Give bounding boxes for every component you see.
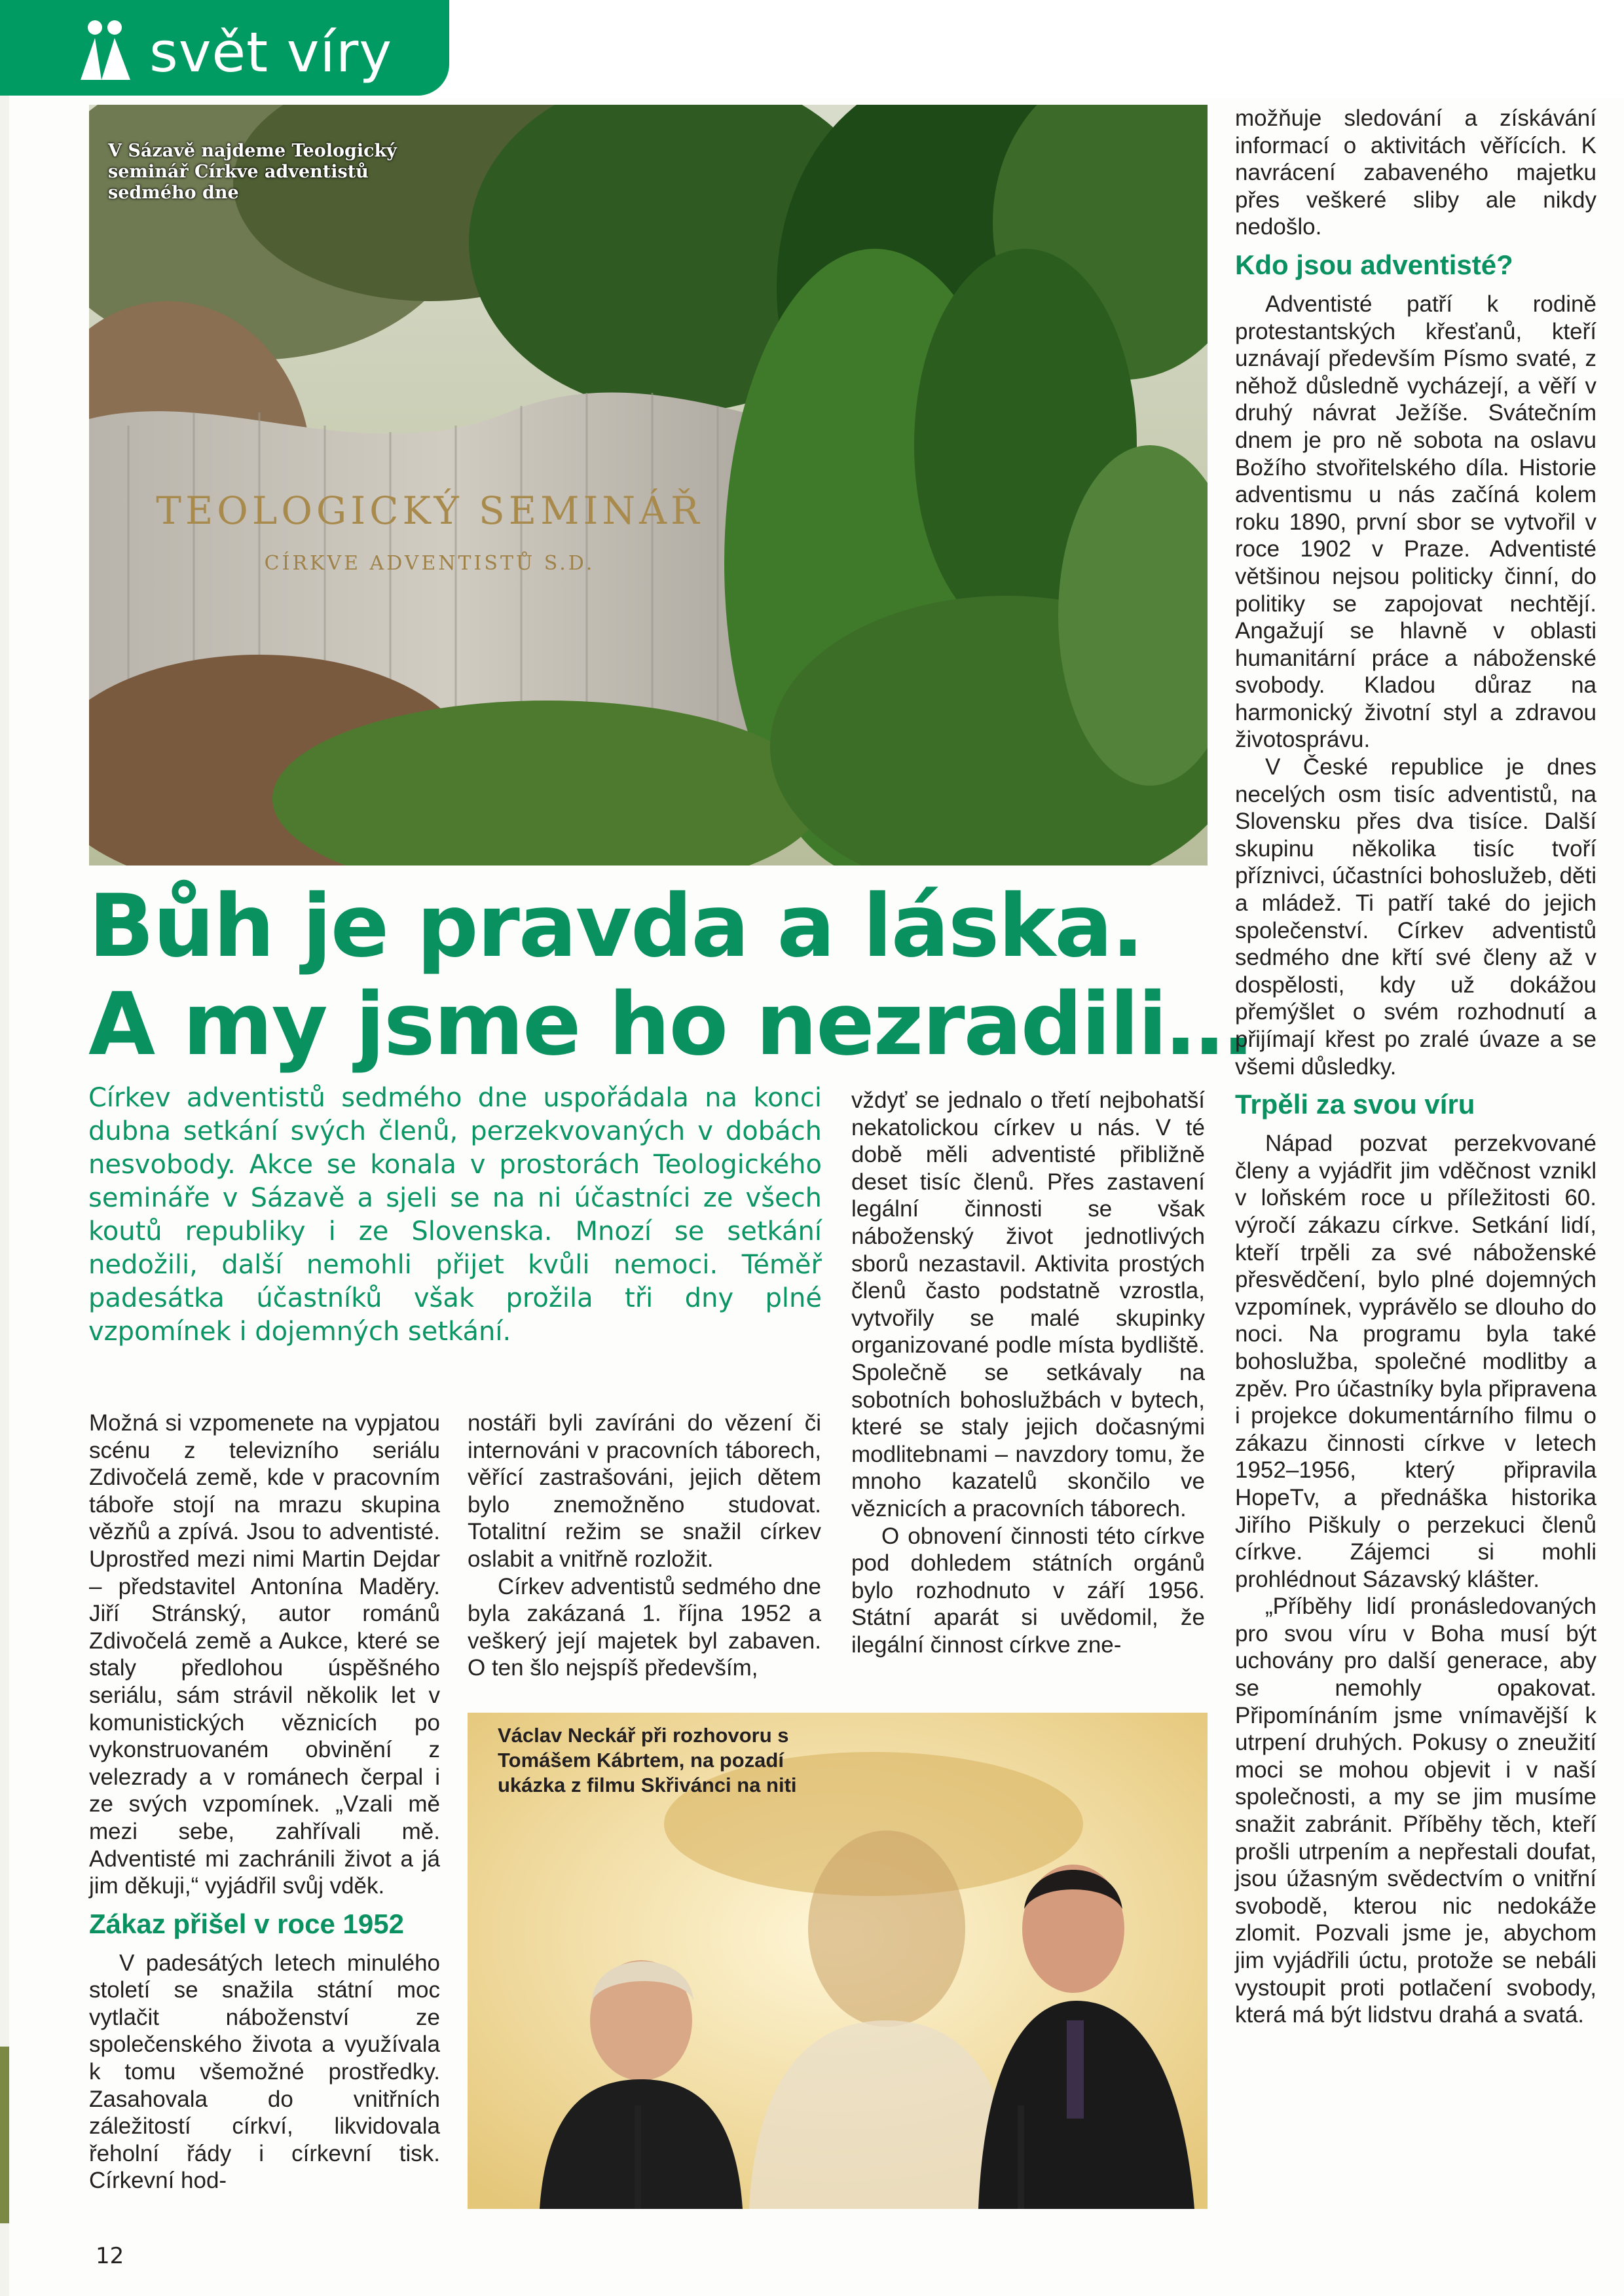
subheading: Trpěli za svou víru	[1235, 1089, 1475, 1120]
photo-caption-top: V Sázavě najdeme Teologický seminář Církve adventistů sedmého dne	[108, 141, 397, 203]
section-tab	[0, 0, 449, 96]
page-number: 12	[96, 2243, 124, 2269]
article-lead: Církev adventistů sedmého dne uspořádala na konci dubna setkání svých členů, perzekvovaných v dobách nesvobody. Akce se konala v prostorách Teologického semináře v Sázavě a sjeli se na ni účastníci ze všech koutů republiky i ze Slovenska. Mnozí se setkání nedožili, další nemohli přijet kvůli nemoci. Téměř padesátka účastníků však prožila tři dny plné vzpomínek i dojemných setkání.	[88, 1083, 822, 1347]
paragraph: možňuje sledování a získávání informací o aktivitách věřících. K navrácení zabaveného majetku přes veškeré sliby ale nikdy nedošlo.	[1235, 105, 1596, 240]
paragraph: Církev adventistů sedmého dne byla zakázaná 1. října 1952 a veškerý její majetek byl zabaven. O ten šlo nejspíš především,	[468, 1573, 821, 1681]
sign-line1: TEOLOGICKÝ SEMINÁŘ	[156, 488, 703, 533]
paragraph: Nápad pozvat perzekvované členy a vyjádřit jim vděčnost vznikl v loňském roce u příležitosti 60. výročí zákazu církve. Setkání lidí, kteří trpěli za své náboženské přesvědčení, bylo plné dojemných vzpomínek, vyprávělo se dlouho do noci. Na programu byla také bohoslužba, společné modlitby a zpěv. Pro účastníky byla připravena i projekce dokumentárního filmu o zákazu činnosti církve v letech 1952–1956, který připravila HopeTv, a přednáška historika Jiřího Piškuly o perzekuci členů církve. Zájemci si mohli prohlédnout Sázavský klášter.	[1235, 1131, 1596, 1592]
paragraph: vždyť se jednalo o třetí nejbohatší nekatolickou církev u nás. V té době měli adventisté přibližně deset tisíc členů. Přes zastavení legální činnosti se však náboženský život jednotlivých sborů nezastavil. Aktivita prostých členů často podstatně vzrostla, vytvořily se malé skupinky organizované podle místa bydliště. Společně se setkávaly na sobotních bohoslužbách v bytech, které se staly jejich dočasnými modlitebnami – navzdory tomu, že mnoho kazatelů skončilo ve věznicích a pracovních táborech.	[851, 1087, 1205, 1522]
paragraph: O obnovení činnosti této církve pod dohledem státních orgánů bylo rozhodnuto v září 1956. Státní aparát si uvědomil, že ilegální činnost církve zne-	[851, 1523, 1205, 1658]
header-strip	[0, 0, 1624, 98]
headline-line1: Bůh je pravda a láska.	[88, 876, 1143, 977]
article-headline	[88, 876, 1251, 1075]
paragraph: V České republice je dnes necelých osm tisíc adventistů, na Slovensku přes dva tisíce. Další skupinu několika tisíc tvoří příznivci, účastníci bohoslužeb, děti a mládež. Ti patří také do jejich společenství. Církev adventistů sedmého dne křtí své členy až v dospělosti, kdy už dokážou přemýšlet o svém rozhodnutí a přijímají křest po zralé úvaze a se všemi důsledky.	[1235, 754, 1596, 1080]
column-b	[468, 1410, 821, 1682]
photo-caption-bottom: Václav Neckář při rozhovoru s Tomášem Kábrtem, na pozadí ukázka z filmu Skřivánci na niti	[498, 1724, 797, 1796]
paragraph: „Příběhy lidí pronásledovaných pro svou víru v Boha musí být uchovány pro další generace, aby se nemohly opakovat. Připomínáním jsme vnímavější k utrpení druhých. Pokusy o zneužití moci se mohou objevit i v naší společnosti, a my se jim musíme snažit zabránit. Příběhy těch, kteří prošli utrpením a nepřestali doufat, jsou úžasným svědectvím o vnitřní svobodě, kterou nic nedokáže zlomit. Pozvali jsme je, abychom jim vyjádřili úctu, protože se nebáli vystoupit proti potlačení svobody, která má být lidstvu drahá a svatá.	[1235, 1594, 1596, 2028]
paragraph: Adventisté patří k rodině protestantských křesťanů, kteří uznávají především Písmo svaté, z něhož důsledně vycházejí, a věří v druhý návrat Ježíše. Svátečním dnem je pro ně sobota na oslavu Božího stvořitelského díla. Historie adventismu u nás začíná kolem roku 1890, první sbor se vytvořil v roce 1902 v Praze. Adventisté většinou nejsou politicky činní, do politiky se zapojovat nechtějí. Angažují se hlavně v oblasti humanitární práce a náboženské svobody. Kladou důraz na harmonický životní styl a zdravou životosprávu.	[1235, 291, 1596, 753]
seminary-photo	[89, 105, 1208, 866]
people-icon	[75, 18, 136, 82]
subheading: Kdo jsou adventisté?	[1235, 249, 1513, 280]
page-edge	[0, 96, 9, 2296]
column-d	[1235, 105, 1596, 2029]
paragraph: V padesátých letech minulého století se snažila státní moc vytlačit náboženství ze společenského života a využívala k tomu všemožné prostředky. Zasahovala do vnitřních záležitostí církví, likvidovala řeholní řády i církevní tisk. Církevní hod-	[89, 1950, 440, 2194]
column-a	[89, 1410, 440, 2195]
paragraph: Možná si vzpomenete na vypjatou scénu z televizního seriálu Zdivočelá země, kde v pracovním táboře stojí na mrazu skupina vězňů a zpívá. Jsou to adventisté. Uprostřed mezi nimi Martin Dejdar – představitel Antonína Maděry. Jiří Stránský, autor románů Zdivočelá země a Aukce, které se staly předlohou úspěšného seriálu, sám strávil několik let v komunistických věznicích po vykonstruovaném obvinění z velezrady a v románech čerpal i ze svých vzpomínek. „Vzali mě mezi sebe, zahřívali mě. Adventisté mi zachránili život a já jim děkuji,“ vyjádřil svůj vděk.	[89, 1410, 440, 1899]
headline-line2: A my jsme ho nezradili…	[88, 974, 1251, 1075]
section-label: svět víry	[149, 20, 393, 84]
subheading: Zákaz přišel v roce 1952	[89, 1908, 404, 1939]
sign-line2: CÍRKVE ADVENTISTŮ S.D.	[264, 552, 595, 575]
column-c	[851, 1087, 1205, 1658]
paragraph: nostáři byli zavíráni do vězení či internováni v pracovních táborech, věřící zastrašováni, jejich dětem bylo znemožněno studovat. Totalitní režim se snažil církev oslabit a vnitřně rozložit.	[468, 1410, 821, 1572]
